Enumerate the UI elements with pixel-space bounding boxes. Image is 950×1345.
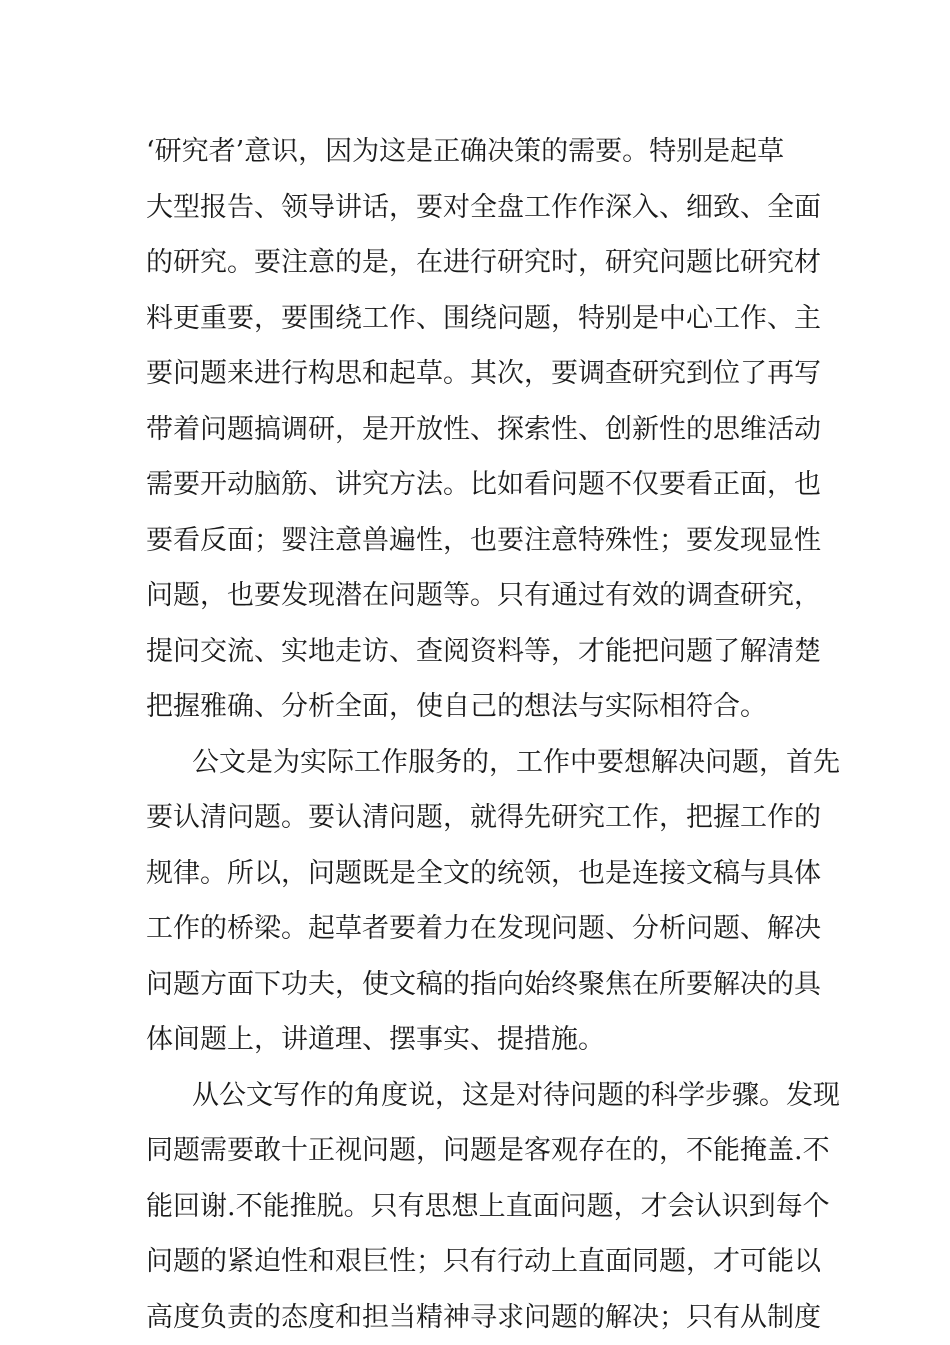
text-line: 把握雅确、分析全面，使自己的想法与实际相符合。 <box>146 679 816 735</box>
text-line: 料更重要，要围绕工作、围绕问题，特别是中心工作、主 <box>146 291 816 347</box>
text-line: 的研究。要注意的是，在进行研究时，研究问题比研究材 <box>146 235 816 291</box>
text-line: 大型报告、领导讲话，要对全盘工作作深入、细致、全面 <box>146 180 816 236</box>
text-line: 要看反面；婴注意兽遍性，也要注意特殊性；要发现显性 <box>146 513 816 569</box>
text-line: 体间题上，讲道理、摆事实、提措施。 <box>146 1012 816 1068</box>
paragraph-start-line: 公文是为实际工作服务的，工作中要想解决问题，首先 <box>146 735 816 791</box>
text-line: 规律。所以，问题既是全文的统领，也是连接文稿与具体 <box>146 846 816 902</box>
text-line: 需要开动脑筋、讲究方法。比如看问题不仅要看正面，也 <box>146 457 816 513</box>
text-line: 高度负责的态度和担当精神寻求问题的解决；只有从制度 <box>146 1290 816 1345</box>
body-text <box>146 124 816 1345</box>
text-line: 问题的紧迫性和艰巨性；只有行动上直面同题，才可能以 <box>146 1234 816 1290</box>
text-line: 能回谢.不能推脱。只有思想上直面问题，才会认识到每个 <box>146 1179 816 1235</box>
text-line: 要认清问题。要认清问题，就得先研究工作，把握工作的 <box>146 790 816 846</box>
text-line: 提问交流、实地走访、查阅资料等，才能把问题了解清楚 <box>146 624 816 680</box>
text-line: 带着问题搞调研，是开放性、探索性、创新性的思维活动 <box>146 402 816 458</box>
text-line: 工作的桥梁。起草者要着力在发现问题、分析问题、解决 <box>146 901 816 957</box>
text-line: ‘研究者’意识，因为这是正确决策的需要。特别是起草 <box>146 124 816 180</box>
text-line: 要问题来进行构思和起草。其次，要调查研究到位了再写 <box>146 346 816 402</box>
paragraph-start-line: 从公文写作的角度说，这是对待问题的科学步骤。发现 <box>146 1068 816 1124</box>
text-line: 问题，也要发现潜在问题等。只有通过有效的调查研究， <box>146 568 816 624</box>
text-line: 同题需要敢十正视问题，问题是客观存在的，不能掩盖.不 <box>146 1123 816 1179</box>
text-line: 问题方面下功夫，使文稿的指向始终聚焦在所要解决的具 <box>146 957 816 1013</box>
